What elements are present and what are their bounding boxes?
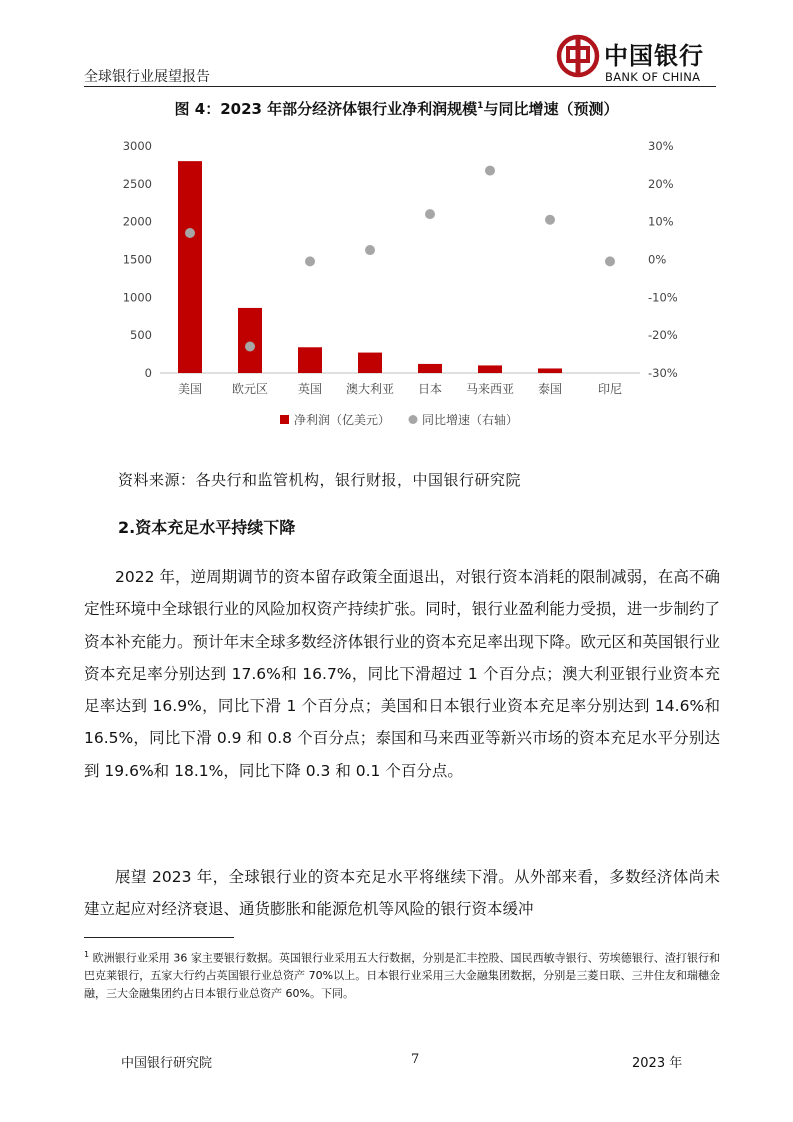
- footer-year: 2023 年: [632, 1056, 683, 1071]
- category-label: 欧元区: [231, 382, 269, 396]
- chart-legend: [280, 412, 518, 427]
- growth-point-2: [305, 256, 315, 266]
- figure-title-tail: 与同比增速（预测）: [483, 100, 619, 118]
- legend-swatch-growth: [409, 415, 418, 424]
- section-heading: 2.资本充足水平持续下降: [118, 518, 296, 537]
- body-paragraph: 2022 年，逆周期调节的资本留存政策全面退出，对银行资本消耗的限制减弱，在高不确定性环境中全球银行业的风险加权资产持续扩张。同时，银行业盈利能力受损，进一步制约了资本补充能力。预计年末全球多数经济体银行业的资本充足率出现下降。欧元区和英国银行业资本充足率分别达到 17.6%和 16.7%，同比下滑超过 1 个百分点；澳大利亚银行业资本充足率达到 16.9%，同比下滑 1 个百分点；美国和日本银行业资本充足率分别达到 14.6%和 16.5%，同比下滑 0.9 和 0.8 个百分点；泰国和马来西亚等新兴市场的资本充足水平分别达到 19.6%和 18.1%，同比下降 0.3 和 0.1 个百分点。: [84, 568, 720, 780]
- growth-point-5: [485, 166, 495, 176]
- report-title: 全球银行业展望报告: [84, 69, 210, 85]
- left-axis-tick-label: 500: [130, 328, 152, 343]
- right-axis-tick-label: 10%: [648, 214, 674, 229]
- category-label: 印尼: [597, 382, 623, 396]
- category-label: 日本: [417, 382, 443, 396]
- legend-net-profit: 净利润（亿美元）: [294, 413, 391, 427]
- growth-point-6: [545, 215, 555, 225]
- growth-point-4: [425, 209, 435, 219]
- page-number: 7: [411, 1052, 420, 1067]
- left-axis-tick-label: 1000: [122, 290, 152, 305]
- growth-point-0: [185, 228, 195, 238]
- right-axis-tick-label: -30%: [648, 366, 678, 380]
- left-axis-tick-label: 3000: [122, 139, 152, 153]
- bank-of-china-logo-icon: [556, 34, 716, 86]
- bar-3: [358, 353, 382, 373]
- bank-name-cn: 中国银行: [604, 42, 704, 70]
- footnote: [84, 946, 720, 1002]
- left-axis-tick-label: 2000: [122, 214, 152, 229]
- right-axis-tick-label: 30%: [648, 139, 674, 153]
- bar-series: [178, 161, 562, 373]
- growth-point-7: [605, 256, 615, 266]
- bar-6: [538, 368, 562, 373]
- figure-title-footnote-ref: 1: [477, 101, 484, 111]
- growth-point-1: [245, 342, 255, 352]
- header-divider: [84, 86, 716, 87]
- bar-4: [418, 364, 442, 373]
- bank-name-en: BANK OF CHINA: [605, 70, 701, 84]
- source-note: 资料来源：各央行和监管机构，银行财报，中国银行研究院: [118, 471, 522, 489]
- left-axis-tick-label: 0: [144, 366, 152, 380]
- footer-org: 中国银行研究院: [121, 1056, 213, 1071]
- growth-point-3: [365, 245, 375, 255]
- left-axis-tick-label: 2500: [122, 176, 152, 191]
- bank-logo: [556, 34, 716, 86]
- left-axis-tick-label: 1500: [122, 252, 152, 267]
- right-axis-tick-label: 20%: [648, 176, 674, 191]
- bar-1: [238, 308, 262, 373]
- footnote-marker: 1: [84, 950, 90, 959]
- figure-title: [0, 98, 793, 119]
- category-label: 马来西亚: [465, 382, 515, 396]
- chart-labels: [123, 139, 678, 396]
- category-label: 美国: [177, 382, 203, 396]
- footnote-divider: [84, 937, 234, 938]
- right-axis-tick-label: -20%: [648, 328, 678, 343]
- footnote-text: 欧洲银行业采用 36 家主要银行数据。英国银行业采用五大行数据，分别是汇丰控股、国民西敏寺银行、劳埃德银行、渣打银行和巴克莱银行，五家大行约占英国银行业总资产 70%以上。日本银行业采用三大金融集团数据，分别是三菱日联、三井住友和瑞穗金融，三大金融集团约占日本银行业总资产 60%。下同。: [84, 951, 720, 1000]
- right-axis-tick-label: -10%: [648, 290, 678, 305]
- bar-5: [478, 365, 502, 373]
- category-label: 泰国: [537, 382, 563, 396]
- legend-growth: 同比增速（右轴）: [422, 413, 519, 427]
- category-label: 英国: [297, 382, 323, 396]
- figure-title-main: 图 4：2023 年部分经济体银行业净利润规模: [174, 100, 478, 118]
- body-paragraph: 展望 2023 年，全球银行业的资本充足水平将继续下滑。从外部来看，多数经济体尚未建立起应对经济衰退、通货膨胀和能源危机等风险的银行资本缓冲: [84, 868, 720, 919]
- bar-0: [178, 161, 202, 373]
- right-axis-tick-label: 0%: [648, 252, 667, 267]
- category-label: 澳大利亚: [345, 382, 395, 396]
- net-profit-chart: [100, 130, 700, 440]
- legend-swatch-net-profit: [280, 415, 289, 424]
- bar-2: [298, 347, 322, 373]
